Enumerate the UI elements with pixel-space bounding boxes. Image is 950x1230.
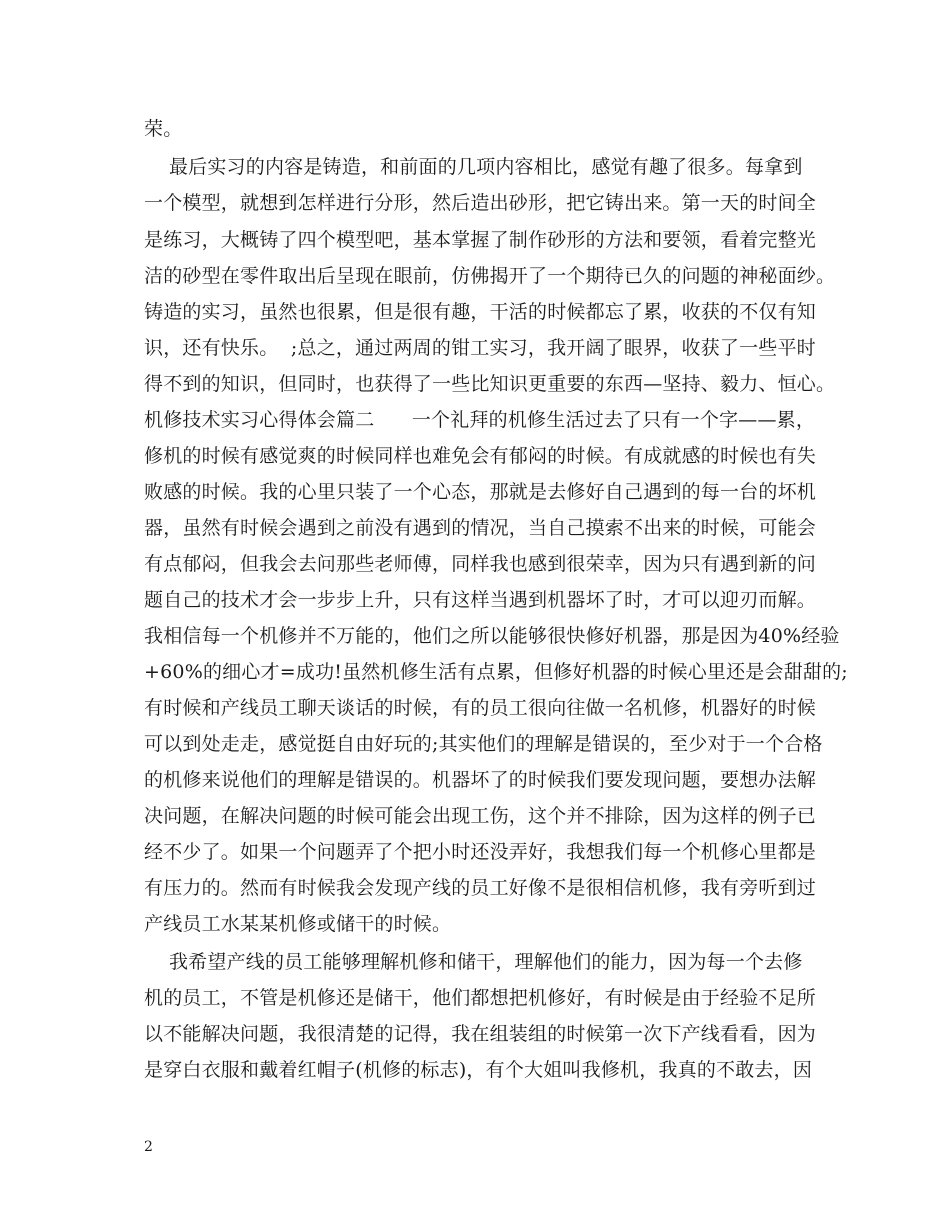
text-line: 是练习，大概铸了四个模型吧，基本掌握了制作砂形的方法和要领，看着完整光 bbox=[144, 229, 817, 251]
text-line: 是穿白衣服和戴着红帽子(机修的标志)，有个大姐叫我修机，我真的不敢去，因 bbox=[144, 1059, 813, 1081]
text-line: +60%的细心才=成功!虽然机修生活有点累，但修好机器的时候心里还是会甜甜的; bbox=[144, 661, 848, 683]
text-line: 机的员工，不管是机修还是储干，他们都想把机修好，有时候是由于经验不足所 bbox=[144, 987, 817, 1009]
text-line: 可以到处走走，感觉挺自由好玩的;其实他们的理解是错误的，至少对于一个合格 bbox=[144, 733, 823, 755]
text-line: 修机的时候有感觉爽的时候同样也难免会有郁闷的时候。有成就感的时候也有失 bbox=[144, 445, 817, 467]
page-number: 2 bbox=[144, 1139, 153, 1155]
text-line: 败感的时候。我的心里只装了一个心态，那就是去修好自己遇到的每一台的坏机 bbox=[144, 481, 817, 503]
text-line: 一个模型，就想到怎样进行分形，然后造出砂形，把它铸出来。第一天的时间全 bbox=[144, 192, 817, 214]
text-line: 最后实习的内容是铸造，和前面的几项内容相比，感觉有趣了很多。每拿到 bbox=[144, 156, 803, 178]
text-line: 经不少了。如果一个问题弄了个把小时还没弄好，我想我们每一个机修心里都是 bbox=[144, 841, 817, 863]
text-line: 以不能解决问题，我很清楚的记得，我在组装组的时候第一次下产线看看，因为 bbox=[144, 1023, 817, 1045]
text-line: 产线员工水某某机修或储干的时候。 bbox=[144, 913, 452, 935]
text-line: 器，虽然有时候会遇到之前没有遇到的情况，当自己摸索不出来的时候，可能会 bbox=[144, 517, 817, 539]
text-line: 有压力的。然而有时候我会发现产线的员工好像不是很相信机修，我有旁听到过 bbox=[144, 877, 817, 899]
text-line: 决问题，在解决问题的时候可能会出现工伤，这个并不排除，因为这样的例子已 bbox=[144, 805, 817, 827]
text-line: 的机修来说他们的理解是错误的。机器坏了的时候我们要发现问题，要想办法解 bbox=[144, 769, 817, 791]
text-line: 荣。 bbox=[144, 118, 183, 140]
text-line: 题自己的技术才会一步步上升，只有这样当遇到机器坏了时，才可以迎刃而解。 bbox=[144, 589, 817, 611]
text-line: 我希望产线的员工能够理解机修和储干，理解他们的能力，因为每一个去修 bbox=[144, 951, 803, 973]
text-line: 有时候和产线员工聊天谈话的时候，有的员工很向往做一名机修，机器好的时候 bbox=[144, 697, 817, 719]
text-line: 洁的砂型在零件取出后呈现在眼前，仿佛揭开了一个期待已久的问题的神秘面纱。 bbox=[144, 265, 836, 287]
text-line: 得不到的知识，但同时，也获得了一些比知识更重要的东西—坚持、毅力、恒心。 bbox=[144, 373, 836, 395]
text-line: 有点郁闷，但我会去问那些老师傅，同样我也感到很荣幸，因为只有遇到新的问 bbox=[144, 553, 817, 575]
text-line: 铸造的实习，虽然也很累，但是很有趣，干活的时候都忘了累，收获的不仅有知 bbox=[144, 301, 817, 323]
section-heading-line: 机修技术实习心得体会篇二 一个礼拜的机修生活过去了只有一个字——累， bbox=[144, 409, 816, 431]
text-line: 我相信每一个机修并不万能的，他们之所以能够很快修好机器，那是因为40%经验 bbox=[144, 625, 840, 647]
text-line: 识，还有快乐。 ;总之，通过两周的钳工实习，我开阔了眼界，收获了一些平时 bbox=[144, 337, 816, 359]
